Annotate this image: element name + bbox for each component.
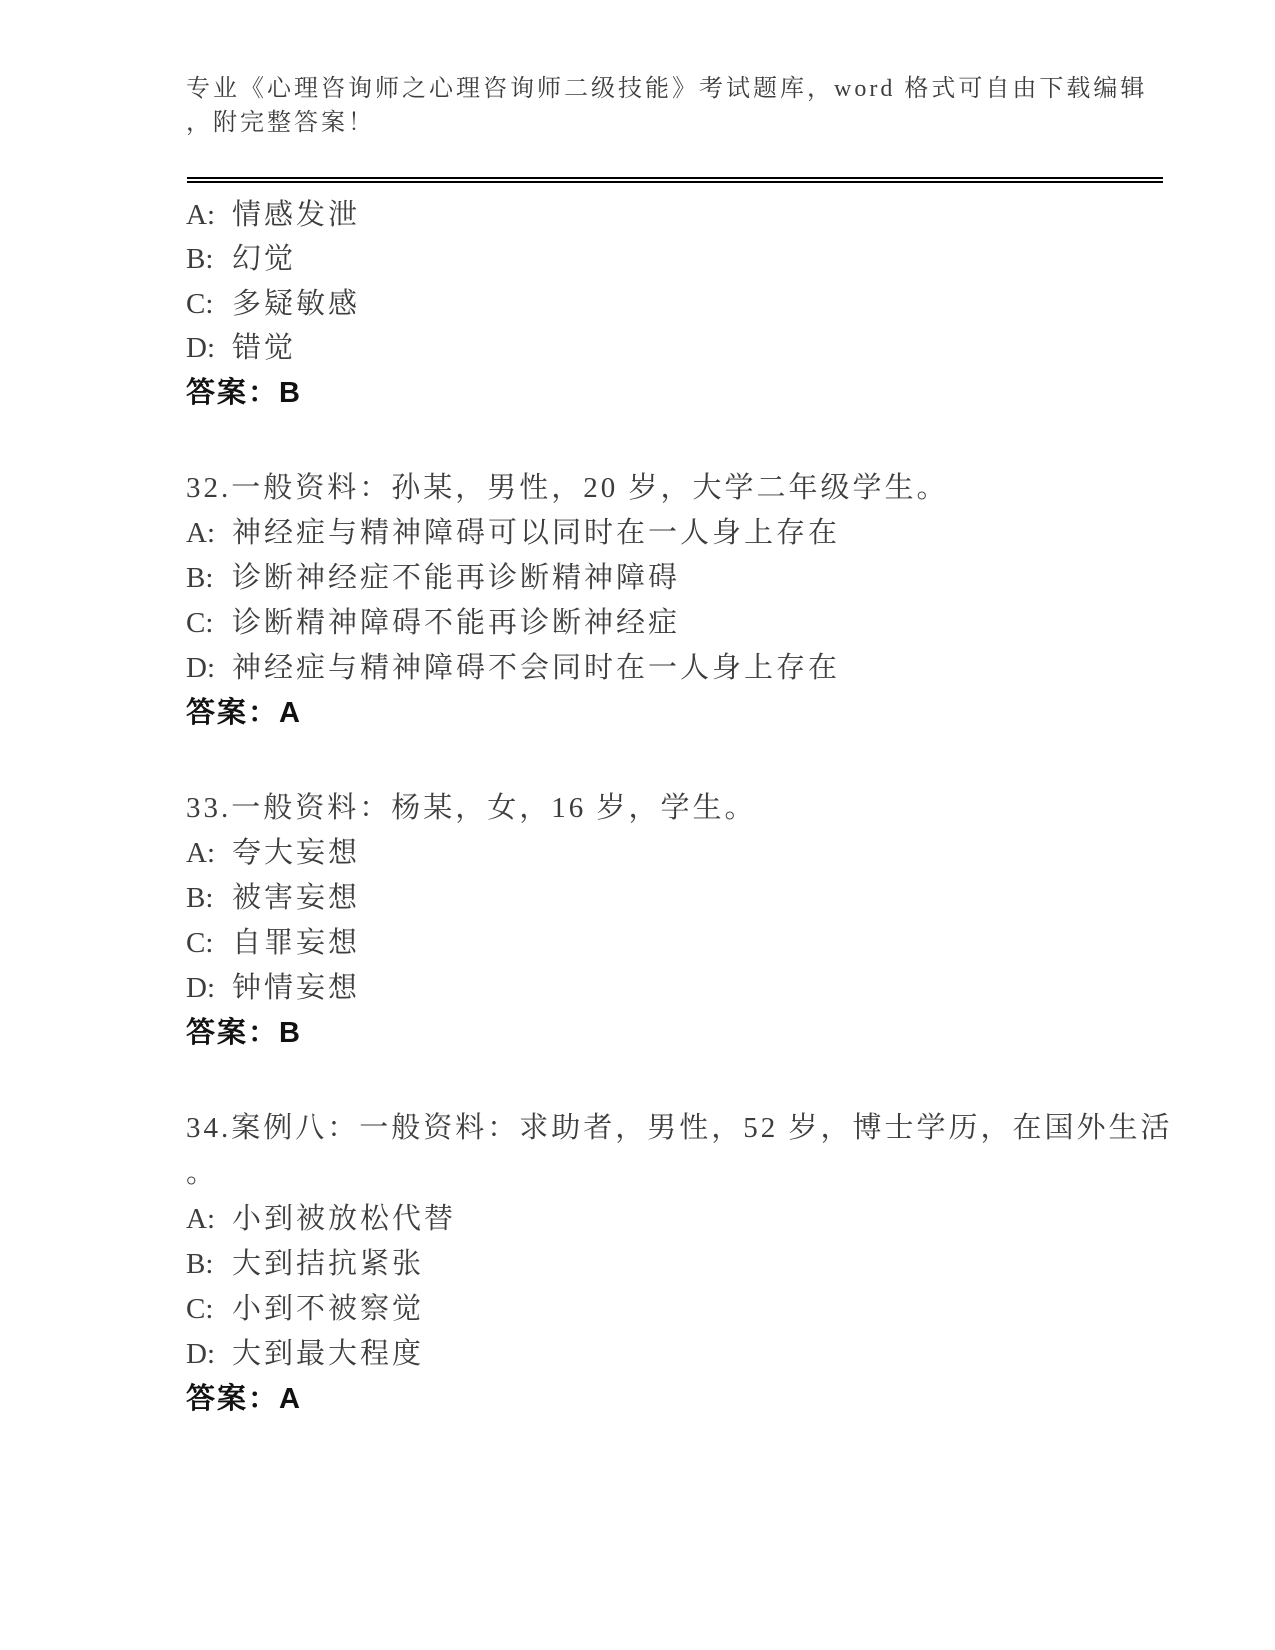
header-text-line-1: 专业《心理咨询师之心理咨询师二级技能》考试题库，word 格式可自由下载编辑 — [186, 76, 1148, 102]
option-text: 钟情妄想 — [232, 972, 361, 1004]
option-label: D: — [186, 972, 215, 1004]
option-line — [186, 1242, 424, 1286]
option-line — [186, 282, 360, 326]
option-text: 大到最大程度 — [232, 1338, 425, 1370]
answer-value: A — [279, 1383, 302, 1415]
option-text: 神经症与精神障碍不会同时在一人身上存在 — [232, 652, 841, 684]
option-line — [186, 511, 840, 555]
option-label: D: — [186, 1338, 215, 1370]
option-line — [186, 601, 680, 645]
option-label: A: — [186, 837, 215, 869]
answer-prefix: 答案： — [186, 697, 280, 729]
answer-prefix: 答案： — [186, 377, 280, 409]
option-text: 被害妄想 — [232, 882, 361, 914]
option-line — [186, 646, 840, 690]
option-label: A: — [186, 517, 215, 549]
answer-line — [186, 1377, 302, 1421]
option-label: B: — [186, 243, 214, 275]
option-label: B: — [186, 1248, 214, 1280]
option-line — [186, 326, 296, 370]
header-divider — [187, 177, 1163, 183]
answer-prefix: 答案： — [186, 1017, 280, 1049]
option-line — [186, 831, 360, 875]
option-label: D: — [186, 652, 215, 684]
question-heading-wrap: 。 — [186, 1157, 219, 1189]
answer-line — [186, 371, 302, 415]
option-label: C: — [186, 927, 214, 959]
header-text-line-2: ，附完整答案！ — [186, 110, 375, 136]
question-heading: 33.一般资料：杨某，女，16 岁，学生。 — [186, 792, 757, 824]
option-label: D: — [186, 332, 215, 364]
option-label: A: — [186, 199, 215, 231]
option-label: B: — [186, 562, 214, 594]
option-label: A: — [186, 1203, 215, 1235]
answer-value: B — [279, 377, 302, 409]
option-text: 大到拮抗紧张 — [232, 1248, 425, 1280]
question-heading: 34.案例八：一般资料：求助者，男性，52 岁，博士学历，在国外生活 — [186, 1112, 1173, 1144]
option-line — [186, 921, 360, 965]
option-text: 幻觉 — [232, 243, 297, 275]
answer-prefix: 答案： — [186, 1383, 280, 1415]
option-text: 夸大妄想 — [232, 837, 361, 869]
option-line — [186, 556, 680, 600]
answer-line — [186, 691, 302, 735]
option-line — [186, 1197, 456, 1241]
option-text: 小到被放松代替 — [232, 1203, 457, 1235]
option-line — [186, 193, 360, 237]
option-line — [186, 876, 360, 920]
option-text: 情感发泄 — [232, 199, 361, 231]
option-text: 小到不被察觉 — [232, 1293, 425, 1325]
answer-value: B — [279, 1017, 302, 1049]
option-label: B: — [186, 882, 214, 914]
option-text: 多疑敏感 — [232, 288, 361, 320]
option-text: 诊断神经症不能再诊断精神障碍 — [232, 562, 681, 594]
option-text: 错觉 — [232, 332, 297, 364]
option-label: C: — [186, 1293, 214, 1325]
option-line — [186, 1332, 424, 1376]
option-label: C: — [186, 607, 214, 639]
option-text: 神经症与精神障碍可以同时在一人身上存在 — [232, 517, 841, 549]
answer-value: A — [279, 697, 302, 729]
option-line — [186, 966, 360, 1010]
answer-line — [186, 1011, 302, 1055]
option-line — [186, 237, 296, 281]
option-text: 自罪妄想 — [232, 927, 361, 959]
option-line — [186, 1287, 424, 1331]
option-text: 诊断精神障碍不能再诊断神经症 — [232, 607, 681, 639]
question-heading: 32.一般资料：孙某，男性，20 岁，大学二年级学生。 — [186, 472, 949, 504]
option-label: C: — [186, 288, 214, 320]
